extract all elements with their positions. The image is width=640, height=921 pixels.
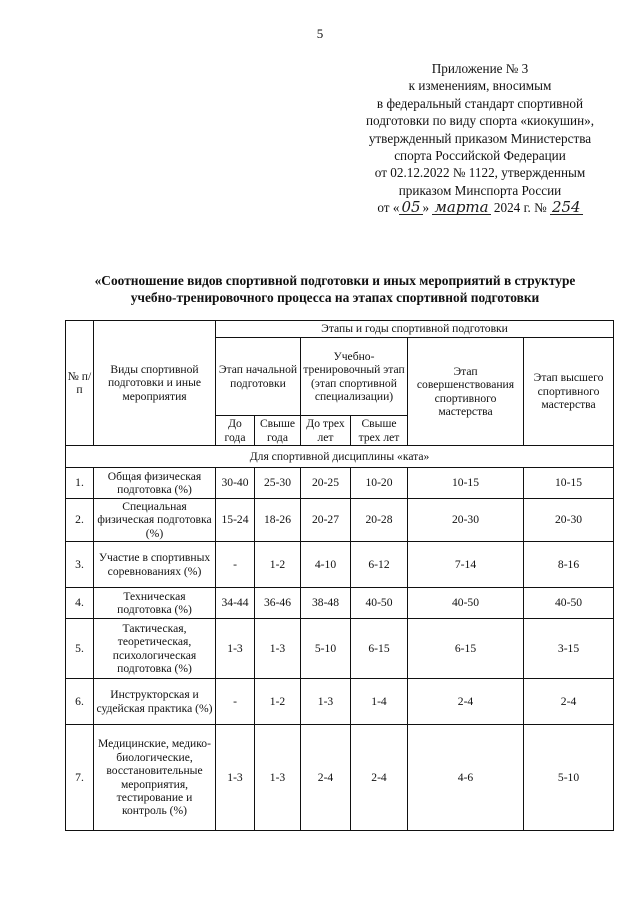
row-value: 38-48 — [301, 588, 351, 619]
page-number: 5 — [316, 26, 324, 41]
annex-header — [330, 60, 630, 217]
row-value: 40-50 — [351, 588, 408, 619]
row-value: 6-15 — [351, 619, 408, 679]
title-line-2: учебно-тренировочного процесса на этапах спортивной подготовки — [130, 290, 540, 305]
row-name: Техническая подготовка (%) — [94, 588, 216, 619]
row-value: 3-15 — [524, 619, 614, 679]
document-title — [40, 272, 630, 306]
row-name: Медицинские, медико-биологические, восстановительные мероприятия, тестирование и контроль (%) — [94, 725, 216, 831]
row-value: 8-16 — [524, 542, 614, 588]
row-value: 2-4 — [408, 679, 524, 725]
row-name: Тактическая, теоретическая, психологическая подготовка (%) — [94, 619, 216, 679]
row-value: 36-46 — [255, 588, 301, 619]
table-row — [66, 499, 614, 542]
annex-line: Приложение № 3 — [431, 61, 529, 76]
row-value: 25-30 — [255, 468, 301, 499]
row-num: 7. — [66, 725, 94, 831]
header-highest-stage: Этап высшего спортивного мастерства — [524, 338, 614, 446]
handwritten-month: марта — [434, 198, 489, 217]
row-value: 2-4 — [301, 725, 351, 831]
row-num: 2. — [66, 499, 94, 542]
row-value: 6-15 — [408, 619, 524, 679]
row-value: 1-3 — [216, 619, 255, 679]
annex-line: от 02.12.2022 № 1122, утвержденным — [374, 165, 586, 181]
row-value: 1-3 — [255, 619, 301, 679]
annex-line: утвержденный приказом Министерства — [368, 130, 592, 146]
row-value: 34-44 — [216, 588, 255, 619]
row-value: 1-3 — [216, 725, 255, 831]
header-stages: Этапы и годы спортивной подготовки — [216, 321, 614, 338]
annex-line: подготовки по виду спорта «киокушин», — [365, 113, 595, 129]
row-value: 7-14 — [408, 542, 524, 588]
row-value: 15-24 — [216, 499, 255, 542]
row-value: - — [216, 679, 255, 725]
row-value: 2-4 — [351, 725, 408, 831]
row-value: 1-3 — [255, 725, 301, 831]
header-initial-stage: Этап начальной подготовки — [216, 338, 301, 416]
header-over-year: Свыше года — [255, 416, 301, 446]
annex-line: в федеральный стандарт спортивной — [376, 95, 584, 111]
handwritten-order-number: 254 — [551, 198, 581, 217]
row-value: 5-10 — [301, 619, 351, 679]
row-num: 6. — [66, 679, 94, 725]
row-num: 5. — [66, 619, 94, 679]
row-value: 1-4 — [351, 679, 408, 725]
row-value: 5-10 — [524, 725, 614, 831]
table-row — [66, 468, 614, 499]
row-num: 1. — [66, 468, 94, 499]
header-kind: Виды спортивной подготовки и иные мероприятия — [94, 321, 216, 446]
header-up-to-year: До года — [216, 416, 255, 446]
table-row — [66, 679, 614, 725]
row-value: 20-30 — [524, 499, 614, 542]
row-value: 20-25 — [301, 468, 351, 499]
row-value: 2-4 — [524, 679, 614, 725]
table-row — [66, 725, 614, 831]
header-improvement-stage: Этап совершенствования спортивного мастерства — [408, 338, 524, 446]
header-training-stage: Учебно-тренировочный этап (этап спортивной специализации) — [301, 338, 408, 416]
row-value: 10-15 — [524, 468, 614, 499]
order-date-quote: » — [422, 200, 430, 216]
row-name: Инструкторская и судейская практика (%) — [94, 679, 216, 725]
row-name: Специальная физическая подготовка (%) — [94, 499, 216, 542]
row-value: 40-50 — [408, 588, 524, 619]
order-date-line — [330, 199, 630, 216]
row-value: 1-3 — [301, 679, 351, 725]
row-value: 1-2 — [255, 679, 301, 725]
header-over-three: Свыше трех лет — [351, 416, 408, 446]
row-value: 30-40 — [216, 468, 255, 499]
handwritten-day: 05 — [401, 198, 421, 217]
row-value: 10-15 — [408, 468, 524, 499]
header-up-to-three: До трех лет — [301, 416, 351, 446]
row-num: 4. — [66, 588, 94, 619]
row-value: 18-26 — [255, 499, 301, 542]
row-value: 20-28 — [351, 499, 408, 542]
row-value: 4-10 — [301, 542, 351, 588]
table-row — [66, 588, 614, 619]
table-row — [66, 542, 614, 588]
row-value: 20-27 — [301, 499, 351, 542]
title-line-1: «Соотношение видов спортивной подготовки и иных мероприятий в структуре — [94, 273, 576, 288]
row-value: - — [216, 542, 255, 588]
row-value: 1-2 — [255, 542, 301, 588]
order-date-prefix: от « — [377, 200, 400, 216]
training-ratio-table — [65, 320, 614, 831]
row-value: 40-50 — [524, 588, 614, 619]
row-name: Участие в спортивных соревнованиях (%) — [94, 542, 216, 588]
row-name: Общая физическая подготовка (%) — [94, 468, 216, 499]
row-num: 3. — [66, 542, 94, 588]
row-value: 4-6 — [408, 725, 524, 831]
annex-line: спорта Российской Федерации — [394, 148, 566, 164]
header-num: № п/п — [66, 321, 94, 446]
section-kata: Для спортивной дисциплины «ката» — [66, 446, 614, 468]
annex-line: к изменениям, вносимым — [408, 78, 552, 94]
order-year: 2024 г. № — [493, 200, 547, 216]
row-value: 20-30 — [408, 499, 524, 542]
row-value: 6-12 — [351, 542, 408, 588]
table-row — [66, 619, 614, 679]
annex-line: приказом Минспорта России — [398, 182, 562, 198]
row-value: 10-20 — [351, 468, 408, 499]
